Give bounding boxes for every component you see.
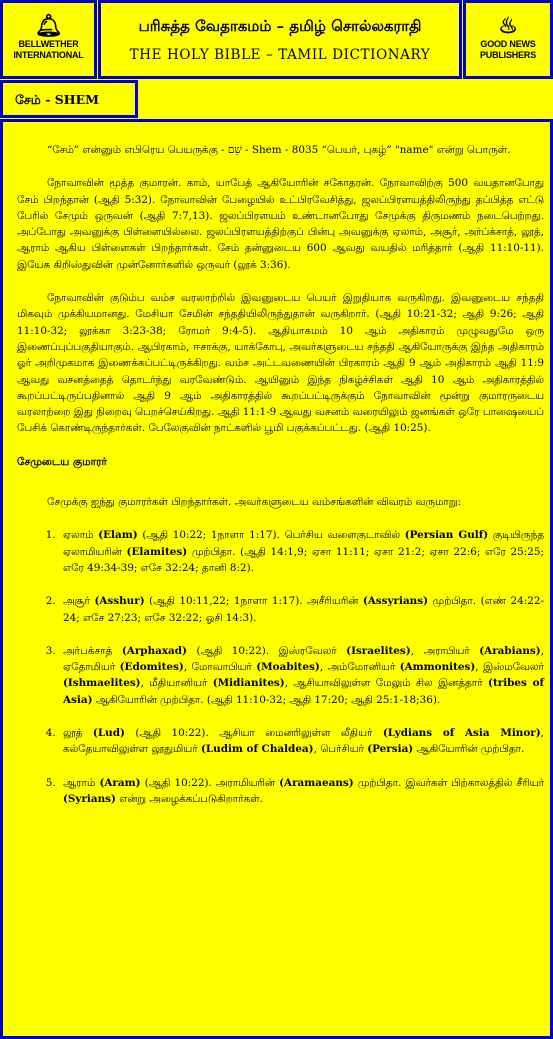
sons-intro: சேமுக்கு ஐந்து குமாரர்கள் பிறந்தார்கள். அவர்களுடைய வம்சங்களின் விவரம் வருமாறு:	[47, 496, 461, 509]
english-name: (Edomites)	[119, 661, 184, 674]
english-name: (Ludim of Chaldea)	[200, 743, 314, 756]
son-text: முற்பிதா. இவர்கள் பிற்காலத்தில் சீரியர்	[353, 776, 545, 789]
english-name: (Asshur)	[94, 595, 145, 608]
title-english: THE HOLY BIBLE – TAMIL DICTIONARY	[129, 47, 431, 63]
son-text: (ஆதி 10:11,22; 1நாளா 1:17). அசீரியரின்	[144, 595, 363, 608]
good-news-logo	[463, 0, 553, 79]
son-text: ஆராம்	[63, 776, 100, 789]
title-tamil: பரிசுத்த வேதாகமம் – தமிழ் சொல்லகராதி	[138, 17, 422, 35]
son-item	[59, 725, 544, 758]
sons-heading: சேமுடைய குமாரர்	[17, 455, 107, 468]
son-text: , ஏதோமியர்	[63, 644, 544, 674]
son-text: (ஆதி 10:22). இஸ்ரவேலர்	[186, 644, 347, 657]
son-text: (ஆதி 10:22; 1நாளா 1:17). பெர்சிய வளைகுடாவில்	[137, 529, 405, 542]
son-text: ஏலாம்	[63, 529, 99, 542]
english-name: (Persian Gulf)	[404, 529, 489, 542]
son-text: ஆகியோரின் முற்பிதா. (ஆதி 11:10-32; ஆதி 17:20; ஆதி 25:1-18;36).	[92, 693, 441, 706]
son-text: , மீதியானியர்	[140, 677, 213, 690]
son-text: முற்பிதா. (எண் 24:22-24; எசே 27:23; எசே 32:22; ஓசி 14:3).	[63, 595, 544, 624]
son-text: , அராபியர்	[410, 644, 480, 657]
son-text: குடியிருந்த ஏலாமியரின்	[63, 529, 545, 558]
lamp-icon: ♨	[498, 13, 518, 38]
son-text: என்று அழைக்கப்படுகிறார்கள்.	[115, 792, 263, 805]
son-text: அசூர்	[63, 595, 95, 608]
english-name: (Midianites)	[212, 677, 285, 690]
english-name: (Ammonites)	[399, 661, 476, 674]
english-name: (Moabites)	[256, 661, 320, 674]
page-header	[98, 0, 462, 79]
son-text: அர்பக்சாத்	[63, 644, 122, 657]
son-text: , மோவாபியர்	[183, 661, 257, 674]
english-name: (Syrians)	[63, 792, 116, 805]
entry-word: சேம் - SHEM	[0, 80, 138, 118]
son-text: , அம்மோனியர்	[319, 661, 400, 674]
english-name: (Israelites)	[346, 644, 411, 657]
english-name: (Persia)	[367, 743, 414, 756]
son-item	[59, 593, 544, 626]
english-name: (Lud)	[92, 727, 125, 740]
son-text: , பெர்சியர்	[313, 743, 368, 756]
bellwether-logo	[0, 0, 97, 79]
son-text: , கல்தேயாவிலுள்ள லூதுமியர்	[63, 727, 544, 756]
english-name: (Assyrians)	[362, 595, 429, 608]
son-text: (ஆதி 10:22). அராமியரின்	[140, 776, 280, 789]
son-text: , இஸ்மவேலர்	[475, 661, 544, 674]
logo-line2: INTERNATIONAL	[13, 50, 84, 60]
english-name: (tribes of Asia)	[63, 677, 545, 706]
paragraph-history: நோவாவின் மூத்த குமாரன். காம், யாபேத் ஆகியோரின் சகோதரன். நோவாவிற்கு 500 வயதானபோது சேம் பிறந்தான் (ஆதி 5:32). நோவாவின் பேழையில் உட்பிரவேசித்து, ஜலப்பிரளயத்திலிருந்து தப்பித்த எட்டு பேரில் சேமும் ஒருவன் (ஆதி 7:7,13). ஜலப்பிரளயம் உண்டானபோது சேமுக்கு திருமணம் நடைபெற்றது. அப்போது அவனுக்கு பிள்ளையில்லை. ஜலப்பிரளயத்திற்குப் பின்பு அவனுக்கு ஏலாம், அசூர், அர்ப்க்சாத், லூத், ஆராம் ஆகிய பிள்ளைகள் பிறந்தார்கள். சேம் தன்னுடைய 600 ஆவது வயதில் மரித்தார் (ஆதி 11:10-11). இயேசு கிறிஸ்துவின் முன்னோர்களில் ஒருவர் (லூக் 3:36).	[17, 177, 544, 271]
paragraph-meaning: “சேம்” என்னும் எபிரெய பெயருக்கு - שֵׁם - Shem - 8035 “பெயர், புகழ்” "name" என்று பொருள்.	[47, 144, 511, 156]
son-text: முற்பிதா. (ஆதி 14:1,9; ஏசா 11:11; ஏசா 21:2; ஏசா 22:6; எரே 25:25; எரே 49:34-39; எசே 32:24; தானி 8:2).	[63, 545, 545, 574]
english-name: (Elam)	[98, 529, 138, 542]
son-item	[59, 775, 544, 808]
logo-line1: BELLWETHER	[18, 39, 79, 49]
logo-line1: GOOD NEWS	[480, 39, 536, 49]
english-name: (Lydians of Asia Minor)	[382, 727, 541, 740]
english-name: (Elamites)	[126, 545, 188, 558]
son-text: , ஆசியாவிலுள்ள மேலும் சில இனத்தார்	[284, 677, 489, 690]
son-text: ஆகியோரின் முற்பிதா.	[413, 743, 525, 756]
son-item	[59, 527, 544, 576]
sons-list	[17, 527, 544, 807]
entry-body	[0, 119, 553, 1039]
bell-icon: 🔔︎	[34, 13, 63, 38]
son-text: லூத்	[63, 727, 93, 740]
english-name: (Arabians)	[479, 644, 541, 657]
english-name: (Aramaeans)	[279, 776, 354, 789]
english-name: (Aram)	[99, 776, 141, 789]
english-name: (Arphaxad)	[121, 644, 187, 657]
son-text: (ஆதி 10:22). ஆசியா மைனரிலுள்ள லீதியர்	[124, 727, 383, 740]
english-name: (Ishmaelites)	[63, 677, 141, 690]
paragraph-genealogy: நோவாவின் குடும்ப வம்ச வரலாற்றில் இவனுடைய பெயர் இறுதியாக வருகிறது. இவனுடைய சந்ததி மிகவும் முக்கியமானது. மேசியா சேமின் சந்ததியிலிருந்துதான் வருகிறார். (ஆதி 10:21-32; ஆதி 9:26; ஆதி 11:10-32; லூக்கா 3:23-38; ரோமர் 9:4-5). ஆதியாகமம் 10 ஆம் அதிகாரம் முழுவதுமே ஒரு இணைப்புப்பகுதியாகும். ஆபிரகாம், ஈசாக்கு, யாக்கோபு, அவர்களுடைய சந்ததி ஆகியோருக்கு இந்த அதிகாரம் ஓர் அறிமுகமாக இணைக்கப்பட்டிருக்கிறது. வம்ச அட்டவணையின் பிரகாரம் ஆதி 9 ஆம் அதிகாரம் ஆதி 11:9 ஆவது வசனத்தைத் தொடர்ந்து வரவேண்டும். ஆயினும் இந்த நிகழ்ச்சிகள் ஆதி 10 ஆம் அதிகாரத்தில் கூறப்பட்டிருப்பதினால் ஆதி 9 ஆம் அதிகாரத்தில் கூறப்பட்டிருக்கும் நோவாவின் மூன்று குமாரருடைய வரலாற்றை இது நிறைவு பெறச்செய்கிறது. ஆதி 11:1-9 ஆவது வசனம் வரையிலும் ஜனங்கள் ஒரே பாஷையைப் பேசிக் கொண்டிருந்தார்கள். பேலேகுவின் நாட்களில் பூமி பகுக்கப்பட்டது. (ஆதி 10:25).	[17, 292, 544, 435]
son-item	[59, 643, 544, 708]
logo-line2: PUBLISHERS	[479, 50, 536, 60]
